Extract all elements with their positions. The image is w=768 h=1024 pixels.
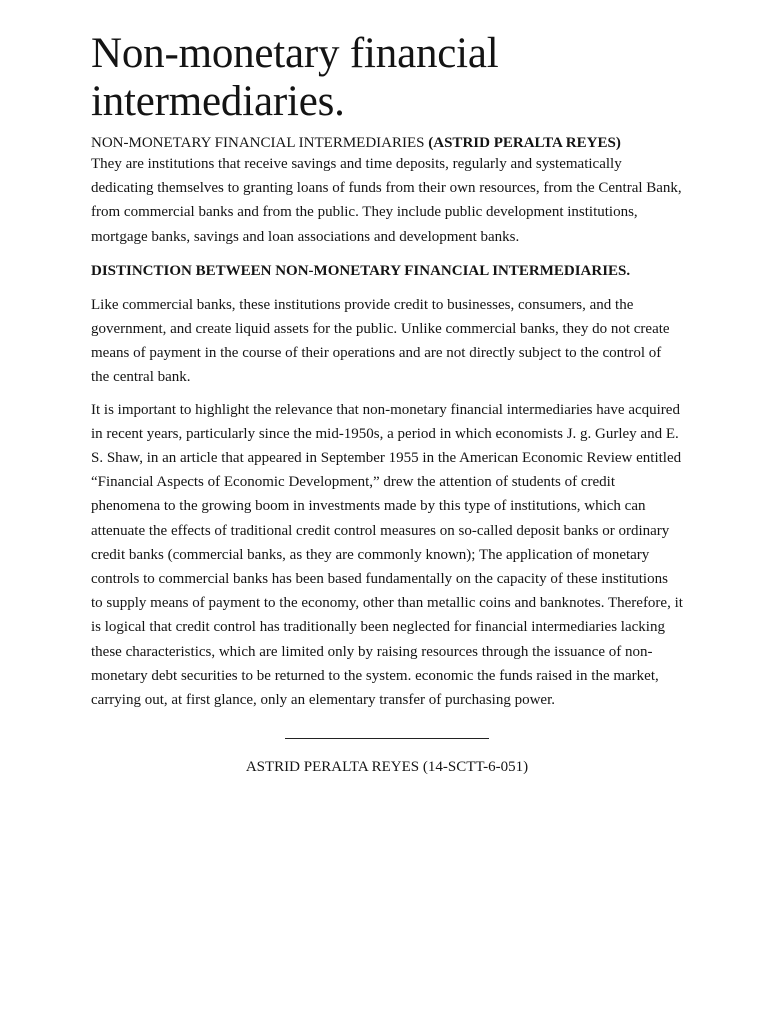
signature-block <box>91 738 683 776</box>
document-subtitle <box>91 134 683 152</box>
paragraph-relevance: It is important to highlight the relevance that non-monetary financial intermediaries have acquired in recent years, particularly since the mid-1950s, a period in which economists J. g. Gurley and E. S. Shaw, in an article that appeared in September 1955 in the American Economic Review entitled “Financial Aspects of Economic Development,” drew the attention of students of credit phenomena to the growing boom in investments made by this type of institutions, which can attenuate the effects of traditional credit control measures on so-called deposit banks or ordinary credit banks (commercial banks, as they are commonly known); The application of monetary controls to commercial banks has been based fundamentally on the capacity of these institutions to supply means of payment to the economy, other than metallic coins and banknotes. Therefore, it is logical that credit control has traditionally been neglected for financial intermediaries lacking these characteristics, which are limited only by raising resources through the issuance of non-monetary debt securities to be returned to the system. economic the funds raised in the market, carrying out, at first glance, only an elementary transfer of purchasing power. <box>91 401 683 709</box>
paragraph-definition: They are institutions that receive savings and time deposits, regularly and systematically dedicating themselves to granting loans of funds from their own resources, from the Central Bank, from commercial banks and from the public. They include public development institutions, mortgage banks, savings and loan associations and development banks. <box>91 156 682 245</box>
subtitle-author: (ASTRID PERALTA REYES) <box>428 135 621 151</box>
document-title: Non-monetary financial intermediaries. <box>91 30 499 125</box>
subtitle-text: NON-MONETARY FINANCIAL INTERMEDIARIES <box>91 135 429 151</box>
section-heading: DISTINCTION BETWEEN NON-MONETARY FINANCIAL INTERMEDIARIES. <box>91 262 631 279</box>
signature-name: ASTRID PERALTA REYES (14-SCTT-6-051) <box>245 759 529 776</box>
document-page <box>91 30 683 776</box>
paragraph-distinction: Like commercial banks, these institutions provide credit to businesses, consumers, and the government, and create liquid assets for the public. Unlike commercial banks, they do not create means of payment in the course of their operations and are not directly subject to the control of the central bank. <box>91 296 670 386</box>
signature-line <box>285 738 489 739</box>
